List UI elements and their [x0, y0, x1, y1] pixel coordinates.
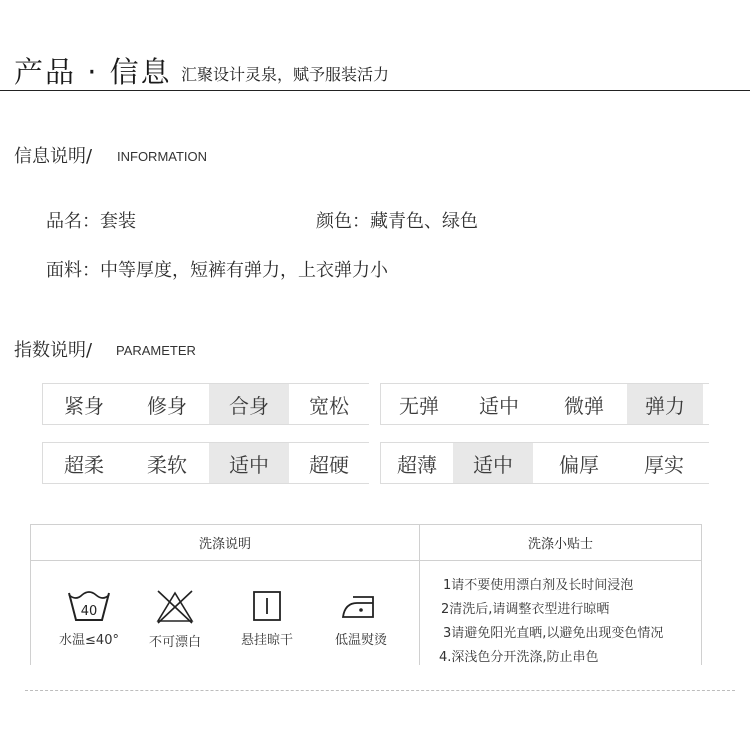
elasticity-option-medium: 适中 — [479, 393, 519, 418]
softness-option-hard: 超硬 — [309, 452, 349, 477]
info-section-subtitle: INFORMATION — [117, 149, 208, 164]
elasticity-option-none: 无弹 — [399, 393, 439, 418]
product-color: 颜色：藏青色、绿色 — [316, 211, 478, 232]
info-section-title: 信息说明/ — [14, 146, 93, 167]
care-instructions-box — [30, 524, 702, 665]
wash-40-label: 水温≤40° — [59, 633, 119, 648]
wash-tip-4: 4.深浅色分开洗涤,防止串色 — [439, 650, 599, 665]
fit-option-loose: 宽松 — [309, 393, 349, 418]
page-subtitle: 汇聚设计灵泉，赋予服装活力 — [181, 65, 390, 84]
no-bleach-item — [135, 589, 215, 650]
product-name: 品名：套装 — [46, 211, 136, 232]
thickness-option-thin: 超薄 — [397, 452, 437, 477]
thickness-option-thick: 偏厚 — [559, 452, 599, 477]
no-bleach-label: 不可漂白 — [148, 635, 201, 650]
no-bleach-icon — [154, 589, 196, 625]
softness-option-medium: 适中 — [209, 443, 289, 483]
low-iron-item — [321, 589, 401, 648]
param-section-subtitle: PARAMETER — [116, 343, 196, 358]
header-divider — [0, 90, 750, 91]
footer-dashed-divider — [25, 690, 735, 691]
wash-tips-header: 洗涤小贴士 — [420, 525, 701, 561]
product-fabric: 面料：中等厚度，短裤有弹力，上衣弹力小 — [46, 260, 388, 281]
elasticity-scale — [380, 383, 709, 425]
care-divider — [419, 525, 420, 665]
wash-tip-1: 1请不要使用漂白剂及长时间浸泡 — [443, 578, 634, 593]
fit-option-regular: 合身 — [209, 384, 289, 424]
elasticity-option-elastic: 弹力 — [627, 384, 703, 424]
wash-40-icon — [66, 589, 112, 623]
softness-option-super-soft: 超柔 — [64, 452, 104, 477]
hang-dry-label: 悬挂晾干 — [240, 633, 293, 648]
softness-option-soft: 柔软 — [147, 452, 187, 477]
wash-40-item — [49, 589, 129, 648]
param-section-title: 指数说明/ — [14, 340, 93, 361]
fit-option-slim: 修身 — [147, 393, 187, 418]
low-iron-icon — [339, 589, 383, 623]
page-title: 产品 · 信息 — [14, 55, 172, 89]
hang-dry-icon — [251, 589, 283, 623]
softness-scale — [42, 442, 369, 484]
wash-tip-2: 2清洗后,请调整衣型进行晾晒 — [441, 602, 610, 617]
hang-dry-item — [227, 589, 307, 648]
thickness-scale — [380, 442, 709, 484]
low-iron-label: 低温熨烫 — [334, 633, 387, 648]
wash-instructions-header: 洗涤说明 — [31, 525, 419, 561]
thickness-option-very-thick: 厚实 — [644, 452, 684, 477]
fit-scale — [42, 383, 369, 425]
elasticity-option-slight: 微弹 — [564, 393, 604, 418]
svg-text:40: 40 — [80, 604, 98, 619]
thickness-option-medium: 适中 — [453, 443, 533, 483]
wash-tip-3: 3请避免阳光直晒,以避免出现变色情况 — [443, 626, 664, 641]
fit-option-tight: 紧身 — [64, 393, 104, 418]
